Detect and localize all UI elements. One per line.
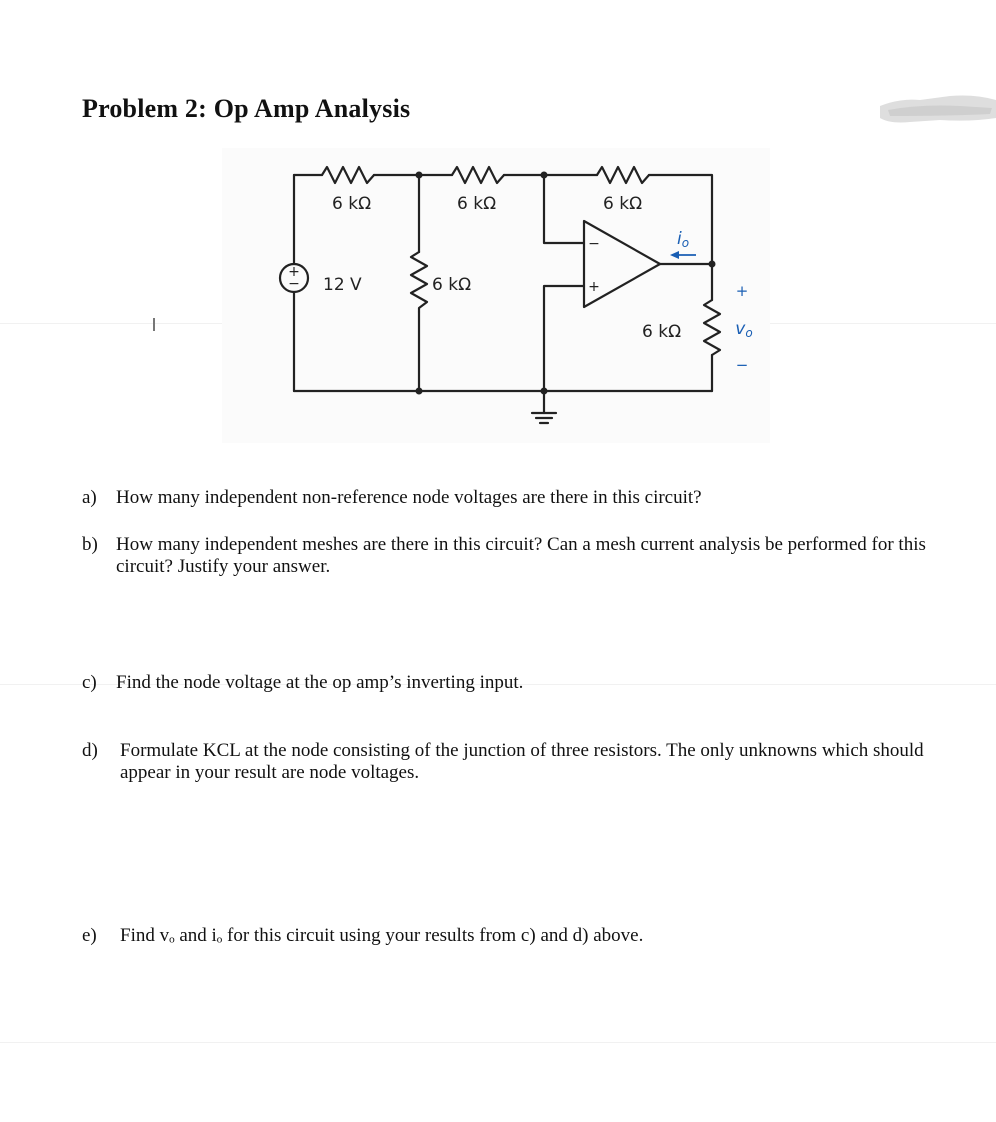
source-minus-sign: − — [288, 276, 300, 292]
stray-mark — [153, 318, 155, 331]
current-label: io — [677, 229, 690, 250]
ground-symbol — [532, 391, 556, 423]
wire-noninverting-input — [544, 286, 584, 391]
node-dot — [416, 172, 423, 179]
question-letter: d) — [82, 740, 98, 761]
resistor-load — [704, 300, 720, 355]
wire-inverting-input — [544, 175, 584, 243]
question-text: Find the node voltage at the op amp’s inverting input. — [116, 672, 524, 693]
wire-top — [294, 175, 712, 266]
question-text: How many independent meshes are there in this circuit? Can a mesh current analysis be performed for this circuit? Justify your answer. — [116, 534, 926, 577]
smudge-mark — [880, 88, 996, 130]
question-text: Formulate KCL at the node consisting of the junction of three resistors. The only unknowns which should appear in your result are node voltages. — [120, 740, 924, 783]
opamp-inverting-sign: − — [588, 236, 600, 252]
label-vertical: 6 kΩ — [432, 275, 472, 295]
question-text: How many independent non-reference node voltages are there in this circuit? — [116, 487, 702, 508]
circuit-diagram — [222, 148, 770, 443]
resistor-vertical — [411, 252, 427, 312]
label-top-left: 6 kΩ — [332, 194, 372, 214]
label-top-middle: 6 kΩ — [457, 194, 497, 214]
label-source: 12 V — [323, 275, 362, 295]
label-top-right: 6 kΩ — [603, 194, 643, 214]
opamp-noninverting-sign: + — [588, 279, 600, 295]
question-letter: a) — [82, 487, 97, 508]
output-minus-sign: − — [735, 356, 749, 374]
question-letter: e) — [82, 925, 97, 946]
resistor-top-left — [322, 167, 374, 183]
output-voltage-label: vo — [735, 319, 753, 340]
node-dot — [416, 388, 423, 395]
page-title: Problem 2: Op Amp Analysis — [82, 94, 411, 123]
node-dot — [709, 261, 716, 268]
source-plus-sign: + — [288, 264, 300, 280]
output-current-arrow — [670, 251, 696, 259]
label-load: 6 kΩ — [642, 322, 682, 342]
node-dot — [541, 388, 548, 395]
output-plus-sign: + — [735, 282, 749, 300]
question-letter: b) — [82, 534, 98, 555]
resistor-top-right — [597, 167, 649, 183]
question-text: Find vₒ and iₒ for this circuit using your results from c) and d) above. — [120, 925, 644, 946]
resistor-top-middle — [452, 167, 504, 183]
faint-line — [0, 1042, 996, 1043]
question-letter: c) — [82, 672, 97, 693]
node-dot — [541, 172, 548, 179]
